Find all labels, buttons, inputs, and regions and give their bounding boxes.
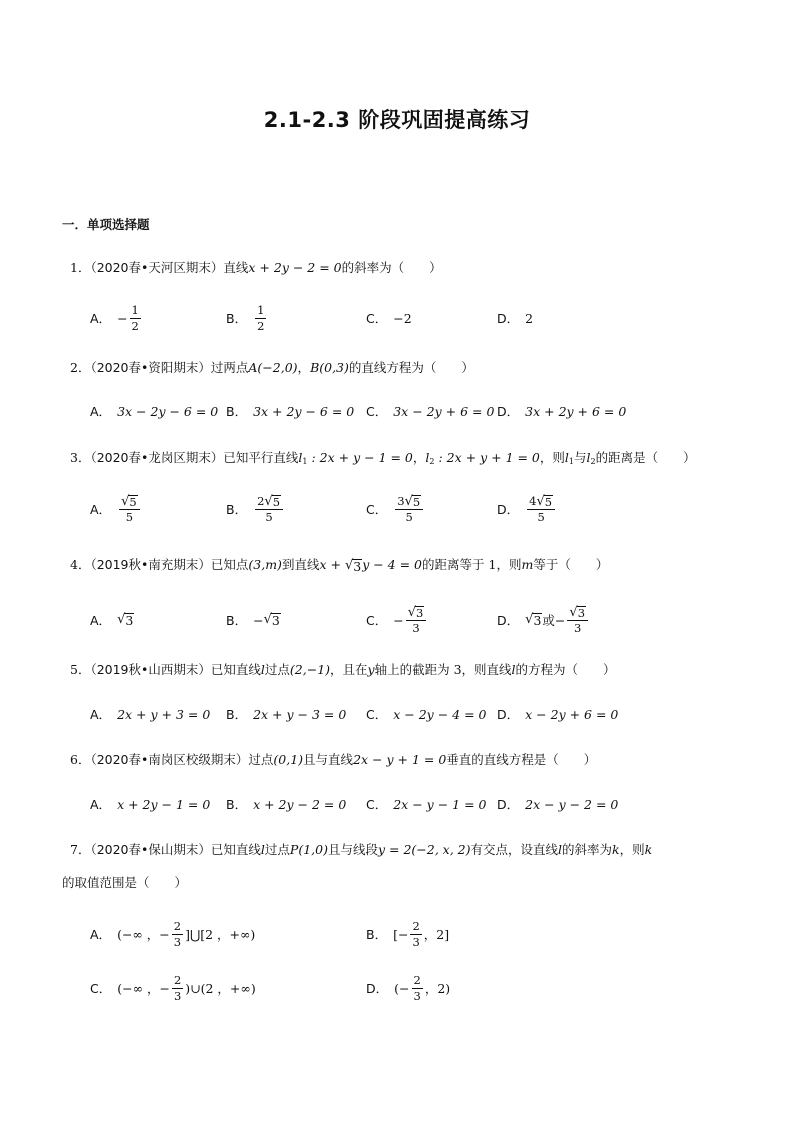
option-b[interactable]: [226, 391, 354, 431]
option-a[interactable]: [90, 694, 210, 734]
question-number: 7．: [70, 842, 91, 857]
section-heading: 一．单项选择题: [62, 217, 150, 232]
option-value: x + 2y − 1 = 0: [117, 796, 211, 812]
question-text: ，则: [619, 842, 645, 857]
option-label: D．: [497, 613, 520, 628]
line-l2: l: [425, 450, 430, 465]
option-prefix: (−∞ ，−: [117, 981, 170, 996]
question-6: [70, 749, 730, 771]
variable: y: [367, 662, 375, 677]
option-sign: −: [554, 612, 566, 628]
sqrt: [525, 613, 542, 627]
option-c[interactable]: [90, 968, 256, 1008]
sqrt: [121, 495, 138, 509]
option-value: 3x + 2y − 6 = 0: [253, 403, 355, 419]
option-label: D．: [497, 502, 520, 517]
sqrt: [345, 559, 362, 573]
option-value: x − 2y + 6 = 0: [525, 706, 619, 722]
numerator: 2: [173, 972, 182, 987]
question-7-line-2: [62, 872, 722, 894]
numerator: 1: [131, 302, 139, 317]
variable: l: [558, 842, 563, 857]
option-suffix: ，2): [424, 981, 451, 996]
option-label: D．: [497, 707, 520, 722]
option-b[interactable]: [226, 784, 346, 824]
numerator: 1: [257, 302, 265, 317]
option-label: A．: [90, 404, 112, 419]
option-suffix: ，2]: [423, 927, 450, 942]
equation: x + 2y − 2 = 0: [248, 260, 342, 275]
option-d[interactable]: [497, 298, 533, 338]
option-value: 3x − 2y − 6 = 0: [117, 403, 219, 419]
radical-sign-icon: √: [407, 604, 417, 620]
option-b[interactable]: [226, 489, 285, 529]
option-value: x − 2y − 4 = 0: [393, 706, 487, 722]
question-source: （2019秋•南充期末）: [90, 557, 211, 572]
equation: y = 2(−2‚ x‚ 2): [377, 842, 471, 857]
point-b: B(0,3): [310, 360, 349, 375]
sqrt: [264, 613, 281, 627]
option-label: B．: [226, 797, 248, 812]
option-b[interactable]: [226, 600, 281, 640]
question-source: （2019秋•山西期末）: [90, 662, 211, 677]
question-text: 等于（ ）: [533, 557, 609, 572]
option-d[interactable]: [497, 784, 618, 824]
question-source: （2020春•南岗区校级期末）: [90, 752, 249, 767]
option-label: B．: [226, 502, 248, 517]
question-source: （2020春•龙岗区期末）: [90, 450, 224, 465]
option-d[interactable]: [366, 968, 450, 1008]
equation: x +: [319, 557, 345, 572]
option-b[interactable]: [226, 694, 346, 734]
question-2: [70, 357, 730, 379]
subscript: 1: [568, 457, 574, 466]
numerator: [395, 494, 423, 510]
fraction: [410, 919, 421, 950]
radicand: 5: [412, 494, 421, 509]
question-text: ，且在: [330, 662, 368, 677]
radical-sign-icon: √: [569, 604, 578, 620]
numerator: [255, 494, 283, 510]
question-number: 6．: [70, 752, 91, 767]
option-label: A．: [90, 927, 112, 942]
option-value: 2x + y − 3 = 0: [253, 706, 347, 722]
denominator: 3: [574, 620, 582, 635]
radical-sign-icon: √: [117, 612, 126, 627]
question-text: 已知点: [210, 557, 249, 572]
option-label: C．: [366, 797, 388, 812]
question-text: 到直线: [281, 557, 320, 572]
point: P(1,0): [289, 842, 328, 857]
question-source: （2020春•天河区期末）: [90, 260, 224, 275]
numerator: 2: [173, 918, 182, 933]
option-label: C．: [366, 404, 388, 419]
fraction: [567, 605, 588, 636]
question-text: 过点: [264, 842, 290, 857]
sqrt: [117, 613, 134, 627]
question-text: 直线: [223, 260, 249, 275]
variable: m: [521, 557, 534, 572]
line-l2: l: [586, 450, 591, 465]
page-title: 2.1-2.3 阶段巩固提高练习: [263, 108, 531, 132]
question-text: 轴上的截距为 3，则直线: [374, 662, 512, 677]
fraction: [255, 494, 283, 525]
option-value: 2x − y − 1 = 0: [393, 796, 487, 812]
sqrt: [569, 606, 586, 620]
coefficient: 4: [529, 493, 537, 508]
sqrt: [408, 606, 425, 620]
sqrt: [264, 495, 281, 509]
question-4: [70, 554, 730, 576]
option-label: B．: [226, 404, 248, 419]
question-text: 过两点: [210, 360, 249, 375]
radicand: 3: [533, 613, 542, 628]
question-source: （2020春•资阳期末）: [90, 360, 211, 375]
fraction: [406, 605, 427, 636]
fraction: [395, 494, 423, 525]
variable: l: [511, 662, 516, 677]
radical-sign-icon: √: [263, 612, 272, 627]
question-text: 的距离等于 1，则: [422, 557, 522, 572]
option-value: x + 2y − 2 = 0: [253, 796, 347, 812]
option-c[interactable]: [366, 391, 494, 431]
point: (2,−1): [289, 662, 331, 677]
option-prefix: (−: [394, 980, 410, 996]
radicand: 3: [353, 559, 362, 574]
question-text: 有交点，设直线: [470, 842, 559, 857]
denominator: 3: [173, 934, 182, 949]
option-a[interactable]: [90, 298, 143, 338]
option-b[interactable]: [366, 914, 449, 954]
option-label: B．: [366, 927, 388, 942]
option-sign: −: [253, 612, 264, 628]
option-value: 2x − y − 2 = 0: [525, 796, 619, 812]
question-number: 4．: [70, 557, 91, 572]
question-7: [70, 839, 730, 861]
question-1: [70, 257, 730, 279]
option-suffix: )∪(2 ，+∞): [185, 981, 256, 996]
denominator: 5: [405, 509, 413, 524]
option-value: 3x − 2y + 6 = 0: [393, 403, 495, 419]
radicand: 3: [271, 613, 280, 628]
option-label: A．: [90, 707, 112, 722]
option-d[interactable]: [497, 489, 557, 529]
option-value: 3x + 2y + 6 = 0: [525, 403, 627, 419]
fraction: [119, 494, 140, 525]
option-sign: −: [393, 612, 404, 628]
option-c[interactable]: [366, 600, 428, 640]
denominator: 5: [125, 509, 134, 524]
option-prefix: (−∞ ，−: [117, 927, 170, 942]
option-label: A．: [90, 613, 112, 628]
line-l1: l: [564, 450, 569, 465]
radical-sign-icon: √: [264, 493, 273, 509]
option-c[interactable]: [366, 489, 425, 529]
question-number: 2．: [70, 360, 91, 375]
option-value: 2x + y + 3 = 0: [117, 706, 211, 722]
denominator: 3: [412, 620, 420, 635]
option-value: 2: [525, 310, 534, 326]
question-text: 的方程为（ ）: [515, 662, 616, 677]
radical-sign-icon: √: [344, 558, 354, 573]
variable: l: [260, 662, 265, 677]
point: (3,m): [248, 557, 282, 572]
separator: ，: [412, 450, 426, 465]
option-label: B．: [226, 613, 248, 628]
question-text: 已知平行直线: [223, 450, 299, 465]
option-label: C．: [366, 311, 388, 326]
option-c[interactable]: [366, 298, 412, 338]
option-a[interactable]: [90, 784, 210, 824]
sqrt: [405, 495, 422, 509]
question-number: 1．: [70, 260, 91, 275]
numerator: [527, 494, 555, 510]
question-text: 的斜率为: [562, 842, 613, 857]
sqrt: [536, 495, 553, 509]
option-c[interactable]: [366, 694, 486, 734]
question-source: （2020春•保山期末）: [90, 842, 211, 857]
equation: : 2x + y + 1 = 0: [434, 450, 540, 465]
radicand: 3: [416, 605, 424, 620]
line-l1: l: [298, 450, 303, 465]
option-label: C．: [366, 613, 388, 628]
radical-sign-icon: √: [121, 493, 130, 509]
fraction: [255, 303, 266, 334]
question-number: 5．: [70, 662, 91, 677]
variable: l: [260, 842, 265, 857]
question-text: ，则: [539, 450, 565, 465]
coefficient: 2: [257, 493, 265, 508]
point-a: A(−2,0): [248, 360, 298, 375]
fraction: [412, 973, 423, 1004]
radicand: 3: [577, 605, 586, 620]
numerator: 2: [412, 918, 420, 933]
option-b[interactable]: [226, 298, 268, 338]
variable: k: [612, 842, 620, 857]
option-label: C．: [366, 502, 388, 517]
question-text: 且与直线: [303, 752, 354, 767]
fraction: [172, 919, 183, 950]
radicand: 5: [544, 494, 553, 509]
radical-sign-icon: √: [404, 493, 413, 509]
numerator: 2: [413, 972, 421, 987]
radical-sign-icon: √: [536, 493, 545, 509]
option-label: B．: [226, 707, 248, 722]
option-prefix: [−: [393, 926, 409, 942]
option-label: D．: [366, 981, 389, 996]
equation: y − 4 = 0: [362, 557, 423, 572]
option-label: D．: [497, 797, 520, 812]
denominator: 2: [131, 318, 139, 333]
question-number: 3．: [70, 450, 91, 465]
option-label: C．: [90, 981, 112, 996]
question-text: 垂直的直线方程是（ ）: [446, 752, 597, 767]
option-d[interactable]: [497, 600, 590, 640]
option-label: A．: [90, 311, 112, 326]
numerator: [119, 494, 140, 510]
fraction: [527, 494, 555, 525]
radicand: 5: [129, 494, 137, 509]
option-value: −2: [393, 310, 412, 326]
equation: : 2x + y − 1 = 0: [307, 450, 413, 465]
denominator: 2: [257, 318, 265, 333]
option-sign: −: [117, 310, 128, 326]
question-text: 的斜率为（ ）: [341, 260, 442, 275]
radicand: 3: [125, 613, 134, 628]
denominator: 5: [265, 509, 273, 524]
radicand: 5: [272, 494, 281, 509]
question-5: [70, 659, 730, 681]
option-label: D．: [497, 404, 520, 419]
separator: ，: [297, 360, 311, 375]
option-a[interactable]: [90, 600, 134, 640]
subscript: 2: [429, 457, 435, 466]
fraction: [172, 973, 183, 1004]
numerator: [567, 605, 588, 621]
subscript: 1: [302, 457, 308, 466]
option-suffix: ]⋃[2 ，+∞): [185, 927, 256, 942]
question-text: 已知直线: [210, 842, 261, 857]
option-d[interactable]: [497, 391, 626, 431]
option-d[interactable]: [497, 694, 618, 734]
option-label: D．: [497, 311, 520, 326]
question-3: [70, 447, 730, 473]
option-or: 或: [542, 613, 555, 628]
denominator: 3: [412, 934, 420, 949]
subscript: 2: [590, 457, 596, 466]
question-text: 已知直线: [210, 662, 261, 677]
option-a[interactable]: [90, 914, 255, 954]
denominator: 3: [413, 988, 421, 1003]
radical-sign-icon: √: [525, 612, 534, 627]
option-label: C．: [366, 707, 388, 722]
denominator: 3: [173, 988, 182, 1003]
option-c[interactable]: [366, 784, 486, 824]
question-text: 的直线方程为（ ）: [348, 360, 474, 375]
option-label: A．: [90, 502, 112, 517]
denominator: 5: [537, 509, 545, 524]
coefficient: 3: [397, 493, 405, 508]
question-text: 与: [574, 450, 587, 465]
question-text: 且与线段: [327, 842, 378, 857]
question-text: 的距离是（ ）: [595, 450, 696, 465]
option-a[interactable]: [90, 391, 218, 431]
point: (0,1): [273, 752, 304, 767]
option-label: A．: [90, 797, 112, 812]
question-text: 过点: [264, 662, 290, 677]
question-text: 过点: [248, 752, 274, 767]
equation: 2x − y + 1 = 0: [353, 752, 447, 767]
question-text: 的取值范围是（ ）: [62, 875, 188, 890]
option-a[interactable]: [90, 489, 142, 529]
numerator: [406, 605, 427, 621]
option-label: B．: [226, 311, 248, 326]
fraction: [130, 303, 141, 334]
variable: k: [644, 842, 653, 857]
